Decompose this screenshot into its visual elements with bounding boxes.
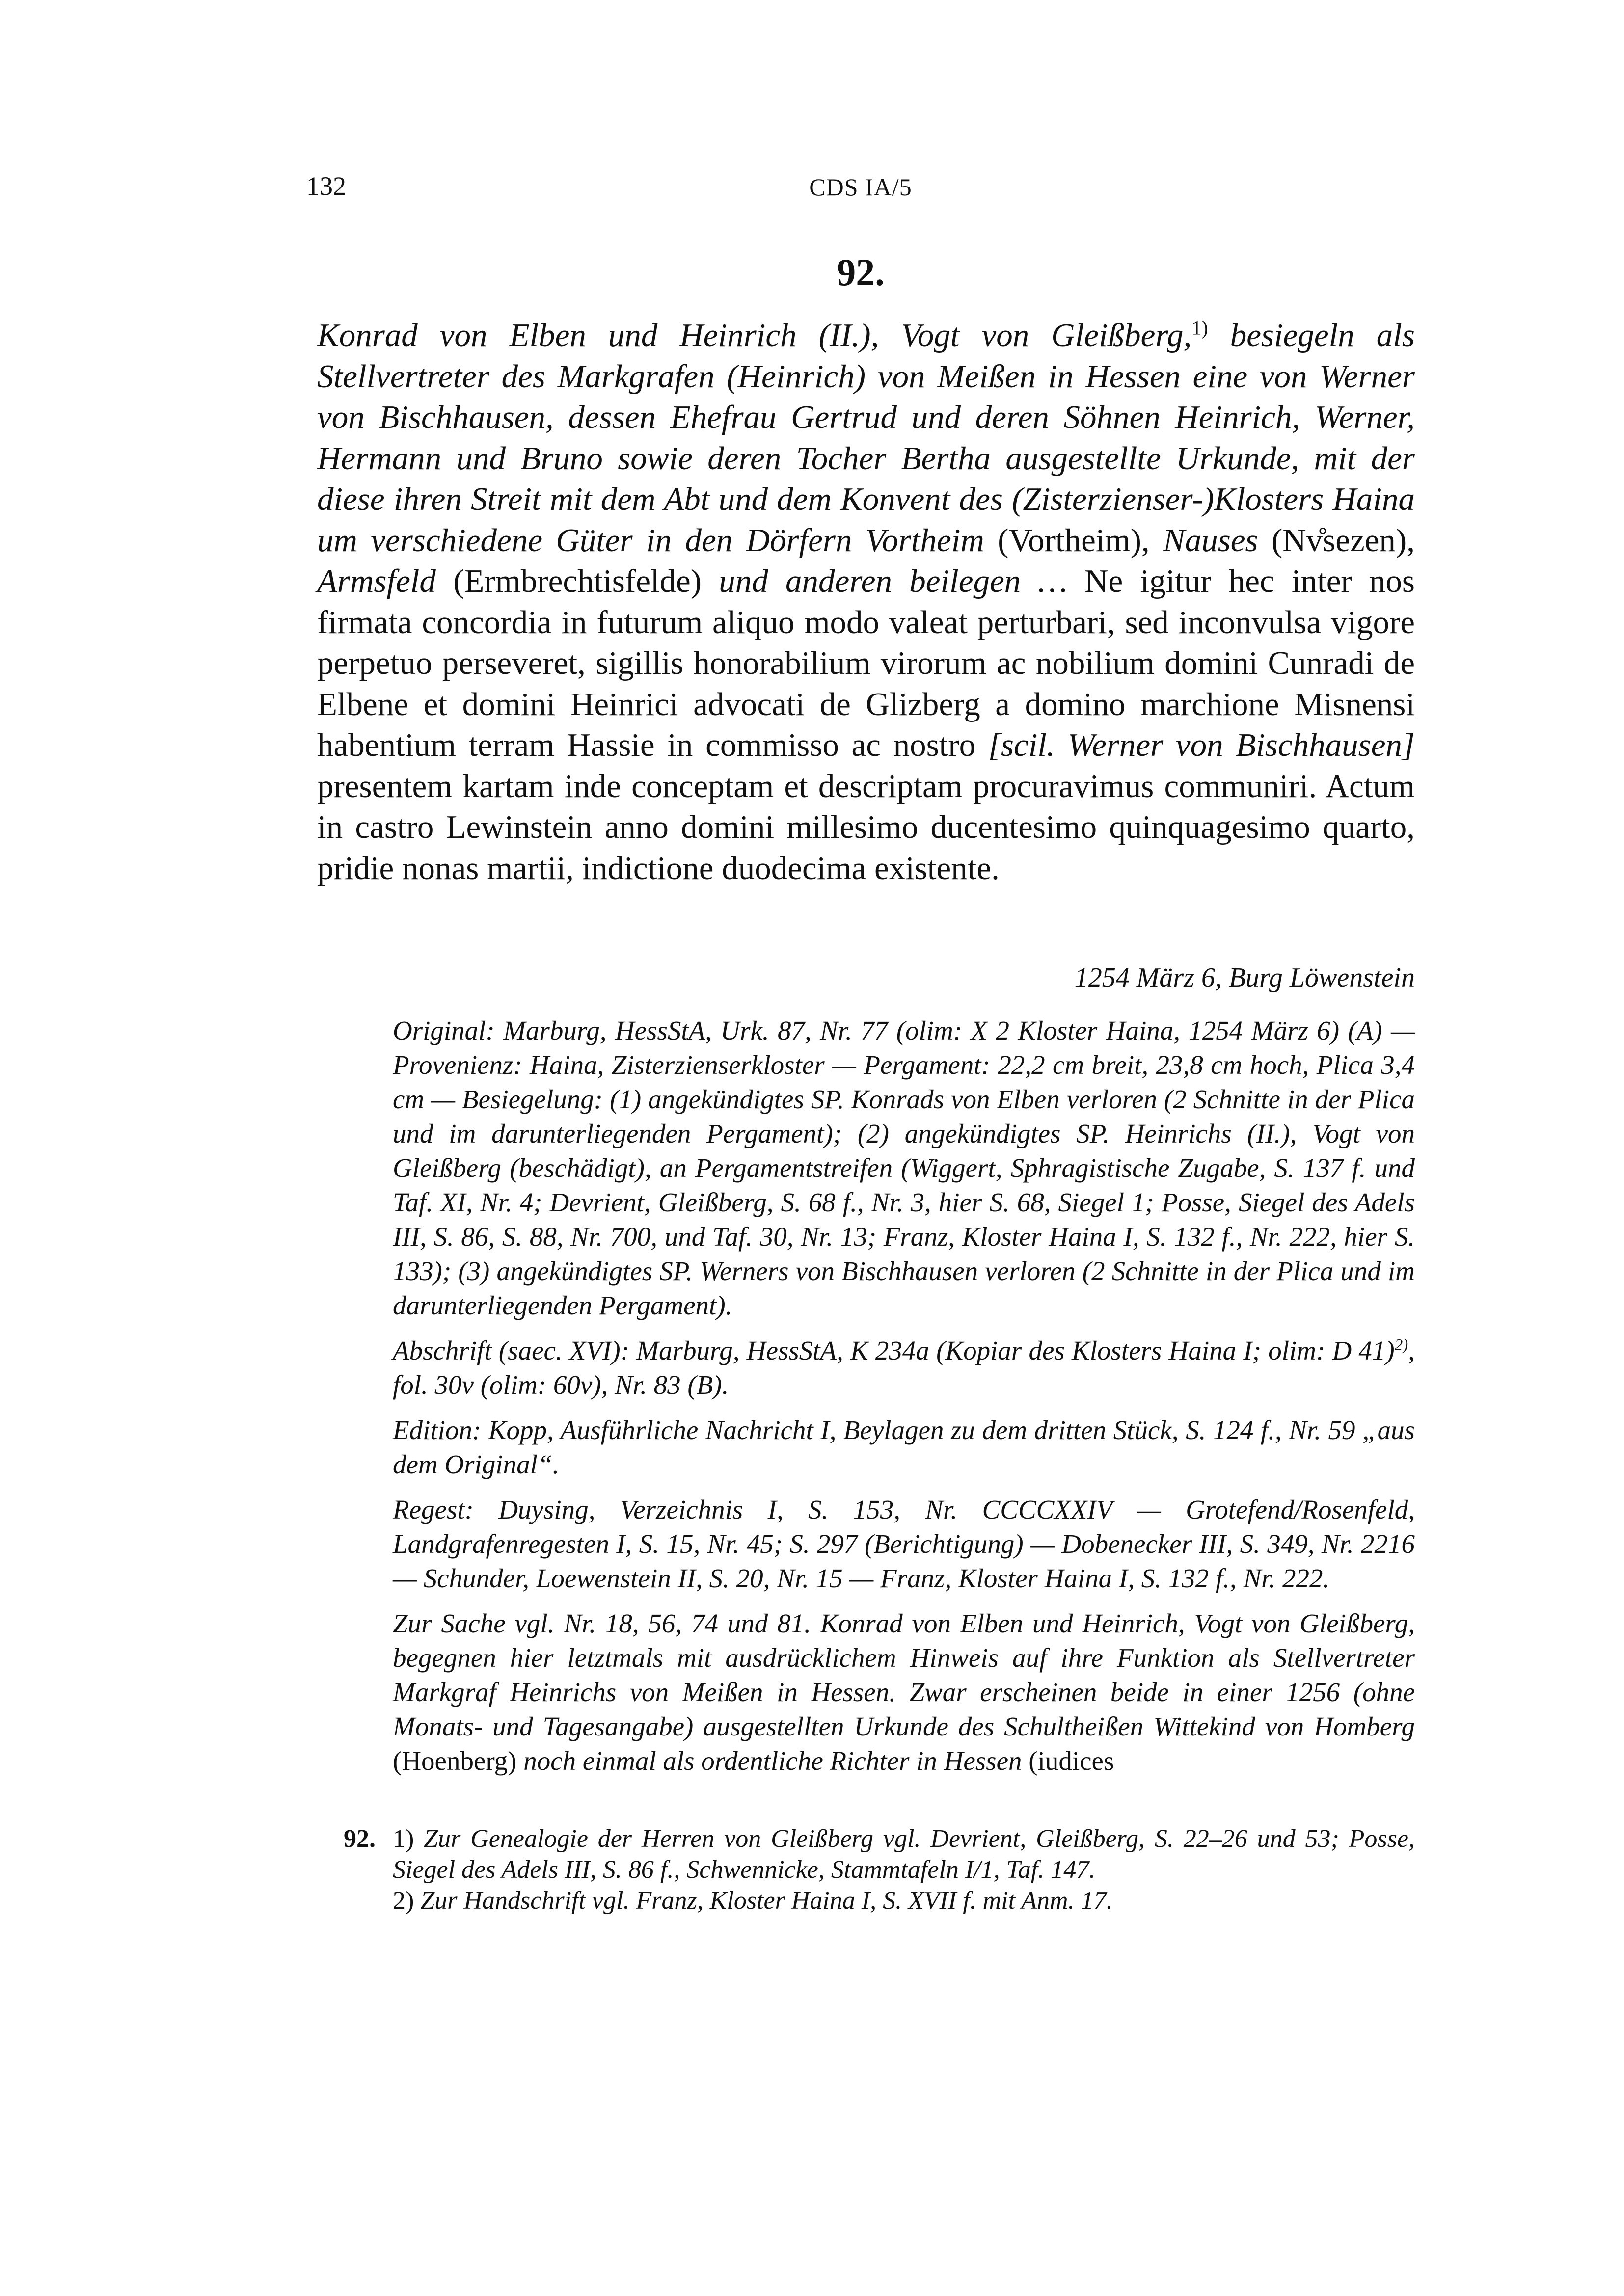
footnotes bbox=[344, 1823, 1415, 1916]
page-number: 132 bbox=[306, 171, 346, 201]
footnote-number: 2) bbox=[393, 1887, 421, 1915]
footnote-item bbox=[393, 1885, 1415, 1916]
apparatus-regest: Regest: Duysing, Verzeichnis I, S. 153, Nr. CCCCXXIV — Grotefend/Rosenfeld, Landgrafenregesten I, S. 15, Nr. 45; S. 297 (Berichtigung) — Dobenecker III, S. 349, Nr. 2216 — Schunder, Loewenstein II, S. 20, Nr. 15 — Franz, Kloster Haina I, S. 132 f., Nr. 222. bbox=[393, 1495, 1415, 1593]
commentary-text: Zur Sache vgl. Nr. 18, 56, 74 und 81. Konrad von Elben und Heinrich, Vogt von Gleißberg, begegnen hier letztmals mit ausdrücklichem Hinweis auf ihre Funktion als Stellvertreter Markgraf Heinrichs von Meißen in Hessen. Zwar erscheinen beide in einer 1256 (ohne Monats- und Tagesangabe) ausgestellten Urkunde des Schultheißen Wittekind von Homberg bbox=[393, 1608, 1415, 1741]
series-title: CDS IA/5 bbox=[809, 173, 912, 201]
footnote-number: 1) bbox=[393, 1825, 424, 1853]
footnote-item bbox=[393, 1823, 1415, 1885]
apparatus-original: Original: Marburg, HessStA, Urk. 87, Nr. 77 (olim: X 2 Kloster Haina, 1254 März 6) (A) — Provenienz: Haina, Zisterzienserkloster — Pergament: 22,2 cm breit, 23,8 cm hoch, Plica 3,4 cm — Besiegelung: (1) angekündigtes SP. Konrads von Elben verloren (2 Schnitte in der Plica und im darunterliegenden Pergament); (2) angekündigtes SP. Heinrichs (II.), Vogt von Gleißberg (beschädigt), an Pergamentstreifen (Wiggert, Sphragistische Zugabe, S. 137 f. und Taf. XI, Nr. 4; Devrient, Gleißberg, S. 68 f., Nr. 3, hier S. 68, Siegel 1; Posse, Siegel des Adels III, S. 86, S. 88, Nr. 700, und Taf. 30, Nr. 13; Franz, Kloster Haina I, S. 132 f., Nr. 222, hier S. 133); (3) angekündigtes SP. Werners von Bischhausen verloren (2 Schnitte in der Plica und im darunterliegenden Pergament). bbox=[393, 1015, 1415, 1320]
regest-text-2: besiegeln als Stellvertreter des Markgrafen (Heinrich) von Meißen in Hessen eine von Werner von Bischhausen, dessen Ehefrau Gertrud und deren Söhnen Heinrich, Werner, Hermann und Bruno sowie deren Tocher Bertha ausgestellte Urkunde, mit der diese ihren Streit mit dem Abt und dem Konvent des (Zisterzienser-)Klosters Haina um verschiedene Güter in den Dörfern Vortheim bbox=[317, 317, 1415, 559]
place-original-3: (Ermbrechtisfelde) bbox=[435, 563, 719, 599]
apparatus-copy bbox=[393, 1334, 1415, 1402]
apparatus-commentary bbox=[393, 1606, 1415, 1778]
running-head bbox=[306, 171, 1415, 215]
place-modern-2: Nauses bbox=[1163, 522, 1258, 559]
document-number: 92. bbox=[837, 251, 885, 294]
place-modern-3: Armsfeld bbox=[317, 563, 436, 599]
regest-text-3: und anderen beilegen … bbox=[719, 563, 1067, 599]
commentary-latin: (iudices bbox=[1022, 1746, 1114, 1776]
latin-excerpt-2: presentem kartam inde conceptam et descriptam procuravimus communiri. Actum in castro Lewinstein anno domini millesimo ducentesimo quinquagesimo quarto, pridie nonas martii, indictione duodecima existente. bbox=[317, 768, 1415, 886]
commentary-place-original: (Hoenberg) bbox=[393, 1746, 524, 1776]
place-original-2: (Nv̊sezen), bbox=[1258, 522, 1415, 559]
commentary-text-2: noch einmal als ordentliche Richter in Hessen bbox=[523, 1746, 1022, 1776]
date-place: 1254 März 6, Burg Löwenstein bbox=[1074, 962, 1415, 993]
apparatus-edition: Edition: Kopp, Ausführliche Nachricht I, Beylagen zu dem dritten Stück, S. 124 f., Nr. 59 „aus dem Original“. bbox=[393, 1415, 1415, 1479]
footnote-text: Zur Handschrift vgl. Franz, Kloster Haina I, S. XVII f. mit Anm. 17. bbox=[420, 1887, 1113, 1915]
footnote-list bbox=[393, 1823, 1415, 1916]
footnote-ref-1: 1) bbox=[1191, 317, 1208, 339]
place-original-1: (Vortheim), bbox=[984, 522, 1163, 559]
regest-text: Konrad von Elben und Heinrich (II.), Vogt von Gleißberg, bbox=[317, 317, 1192, 353]
apparatus-copy-text: Abschrift (saec. XVI): Marburg, HessStA, K 234a (Kopiar des Klosters Haina I; olim: D 41) bbox=[393, 1335, 1395, 1365]
footnote-text: Zur Genealogie der Herren von Gleißberg vgl. Devrient, Gleißberg, S. 22–26 und 53; Posse, Siegel des Adels III, S. 86 f., Schwennicke, Stammtafeln I/1, Taf. 147. bbox=[393, 1825, 1415, 1884]
footnote-ref-2: 2) bbox=[1394, 1336, 1408, 1354]
latin-excerpt: Ne igitur hec inter nos firmata concordia in futurum aliquo modo valeat perturbari, sed inconvulsa vigore perpetuo perseveret, sigillis honorabilium virorum ac nobilium domini Cunradi de Elbene et domini Heinrici advocati de Glizberg a domino marchione Misnensi habentium terram Hassie in commisso ac nostro bbox=[317, 563, 1415, 763]
main-text bbox=[317, 315, 1415, 889]
apparatus-copy-text-2: , fol. 30v (olim: 60v), Nr. 83 (B). bbox=[393, 1335, 1415, 1400]
footnote-label: 92. bbox=[344, 1825, 376, 1853]
critical-apparatus bbox=[393, 1014, 1415, 1789]
editorial-note: [scil. Werner von Bischhausen] bbox=[988, 727, 1415, 763]
